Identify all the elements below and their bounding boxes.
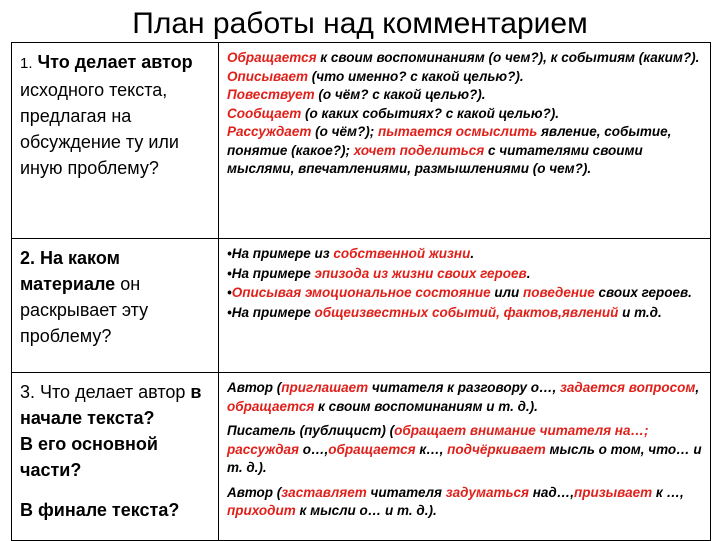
answer-list <box>227 379 704 521</box>
text: •На примере <box>227 304 315 320</box>
bullet-item <box>227 265 704 284</box>
table-row <box>12 43 711 239</box>
question-part <box>20 379 212 431</box>
verb: обращается <box>227 398 315 414</box>
highlight: собственной жизни <box>333 246 471 261</box>
text: над…, <box>528 484 574 500</box>
verb: задуматься <box>445 484 529 500</box>
text: Автор ( <box>227 380 282 395</box>
question-normal: исходного текста, предлагая на обсуждение ту или иную проблему? <box>20 80 179 178</box>
answer-line <box>227 86 704 105</box>
bullet-item <box>227 245 704 264</box>
answer-line <box>227 422 704 478</box>
table-row <box>12 373 711 541</box>
question-normal: он раскрывает эту проблему? <box>20 274 149 346</box>
answer-line <box>227 379 704 416</box>
text: мысль о том, что… и т. д.). <box>227 441 702 475</box>
text: к …, <box>652 484 684 500</box>
text: явление, событие, понятие (какое?); <box>227 124 672 158</box>
text: к своим воспоминаниям (о чем?), к событиям (каким?). <box>316 50 700 65</box>
question-text <box>20 379 212 523</box>
verb: хочет поделиться <box>353 142 485 158</box>
verb: подчёркивает <box>447 441 546 457</box>
plan-table <box>11 42 711 541</box>
text: к своим воспоминаниям и т. д.). <box>314 398 538 414</box>
answer-list <box>227 49 704 179</box>
text: читателя <box>366 484 446 500</box>
verb: приходит <box>227 503 296 518</box>
text: (о чём? с какой целью?). <box>314 87 486 102</box>
verb: обращается <box>328 441 416 457</box>
bullet-item <box>227 304 704 323</box>
verb: заставляет <box>281 484 367 500</box>
verb: призывает <box>573 484 653 500</box>
question-normal: 3. Что делает автор <box>20 382 191 402</box>
question-bold: в начале текста? <box>20 382 202 428</box>
text: •На примере <box>227 265 315 281</box>
verb: обращает внимание читателя на…; рассуждая <box>227 423 649 457</box>
verb: Рассуждает <box>227 124 312 139</box>
question-part: В финале текста? <box>20 500 180 520</box>
text: Писатель (публицист) ( <box>227 423 395 438</box>
text: к…, <box>415 441 448 457</box>
answer-cell <box>219 373 711 541</box>
verb: пытается осмыслить <box>377 124 538 139</box>
text: (о чём?); <box>311 124 378 139</box>
highlight: поведение <box>523 285 595 300</box>
answer-cell <box>219 43 711 239</box>
verb: Сообщает <box>227 105 302 121</box>
text: (о каких событиях? с какой целью?). <box>301 105 560 121</box>
answer-line <box>227 123 704 179</box>
verb: приглашает <box>281 380 369 395</box>
question-bold: 2. На каком материале <box>20 248 120 294</box>
question-part: В его основной части? <box>20 434 158 480</box>
text: и т.д. <box>618 304 662 320</box>
text: читателя к разговору о…, <box>368 380 560 395</box>
question-bold: Что делает автор <box>32 52 193 72</box>
question-cell <box>12 373 219 541</box>
highlight: общеизвестных событий, фактов,явлений <box>314 304 619 320</box>
answer-cell <box>219 239 711 373</box>
verb: Описывает <box>227 68 309 84</box>
text: • <box>227 285 232 300</box>
text: , <box>695 380 700 395</box>
text: •На примере из <box>227 246 334 261</box>
answer-line <box>227 68 704 87</box>
verb: задается вопросом <box>559 380 696 395</box>
text: . <box>526 265 531 281</box>
answer-list <box>227 245 704 322</box>
question-text <box>20 49 212 181</box>
answer-line <box>227 105 704 124</box>
text: к мысли о… и т. д.). <box>295 503 437 518</box>
bullet-item <box>227 284 704 303</box>
question-cell <box>12 43 219 239</box>
text: или <box>490 285 524 300</box>
verb: Повествует <box>227 87 315 102</box>
text: . <box>470 246 475 261</box>
highlight: эпизода из жизни своих героев <box>314 265 527 281</box>
text: своих героев. <box>594 285 692 300</box>
question-cell <box>12 239 219 373</box>
page-title: План работы над комментарием <box>132 7 588 40</box>
table-row <box>12 239 711 373</box>
question-number: 1. <box>20 55 33 72</box>
text: (что именно? с какой целью?). <box>308 68 524 84</box>
answer-line <box>227 484 704 521</box>
highlight: Описывая эмоциональное состояние <box>231 285 491 300</box>
answer-line <box>227 49 704 68</box>
text: с читателями своими мыслями, впечатлениями, размышлениями (о чем?). <box>227 142 643 176</box>
text: о…, <box>299 441 329 457</box>
text: Автор ( <box>227 484 282 500</box>
question-text <box>20 245 212 349</box>
verb: Обращается <box>227 50 317 65</box>
